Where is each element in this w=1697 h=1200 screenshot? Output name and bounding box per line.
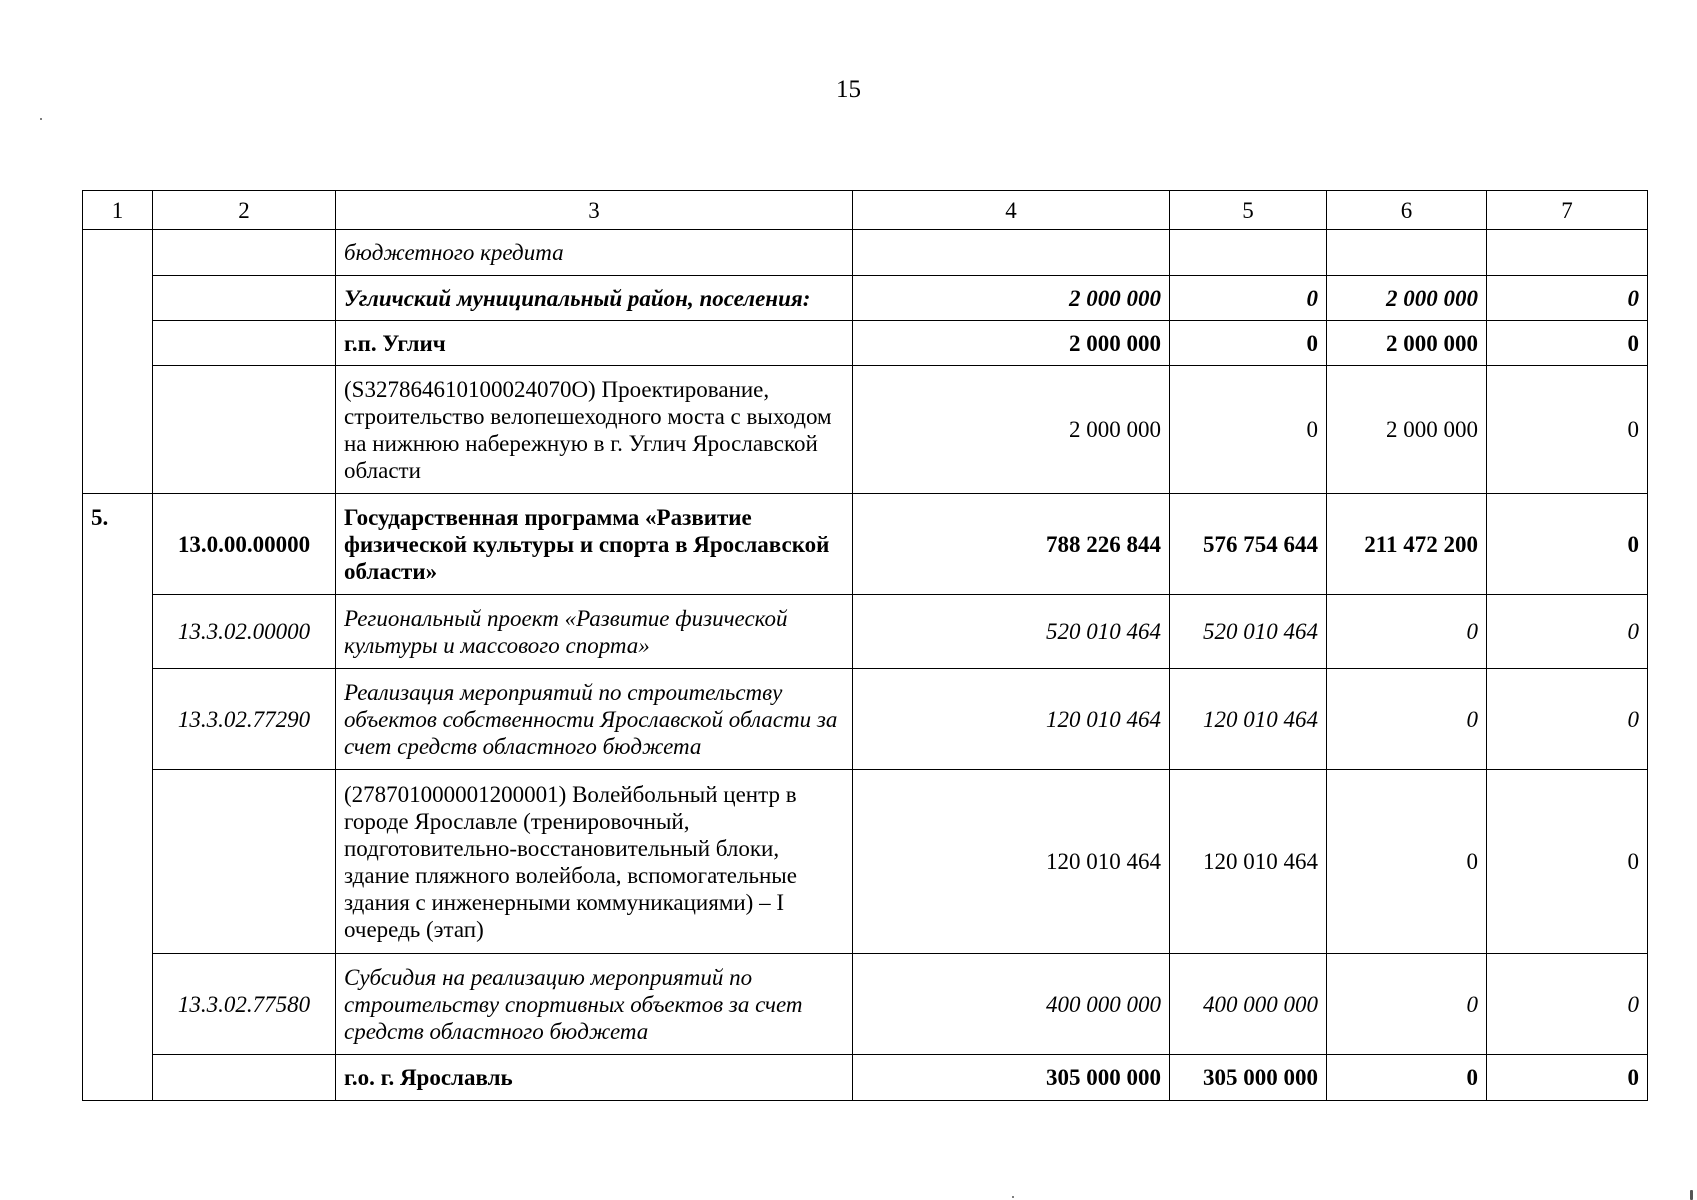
row-name: Реализация мероприятий по строительству объектов собственности Ярославской области за счет средств областного бюджета bbox=[336, 669, 853, 770]
row-col7 bbox=[1487, 230, 1648, 276]
row-col5: 520 010 464 bbox=[1170, 595, 1327, 669]
row-name: Региональный проект «Развитие физической культуры и массового спорта» bbox=[336, 595, 853, 669]
scan-speck bbox=[40, 118, 42, 120]
column-header: 5 bbox=[1170, 191, 1327, 230]
row-name: г.п. Углич bbox=[336, 321, 853, 366]
row-code: 13.0.00.00000 bbox=[153, 494, 336, 595]
row-col6: 0 bbox=[1327, 595, 1487, 669]
row-col5: 0 bbox=[1170, 321, 1327, 366]
row-col6: 2 000 000 bbox=[1327, 276, 1487, 321]
table-row bbox=[83, 366, 1648, 494]
row-col4: 120 010 464 bbox=[853, 770, 1170, 954]
row-col4: 120 010 464 bbox=[853, 669, 1170, 770]
row-col7: 0 bbox=[1487, 276, 1648, 321]
row-col4: 788 226 844 bbox=[853, 494, 1170, 595]
row-col6: 0 bbox=[1327, 770, 1487, 954]
row-col4: 2 000 000 bbox=[853, 321, 1170, 366]
row-col7: 0 bbox=[1487, 770, 1648, 954]
row-col7: 0 bbox=[1487, 366, 1648, 494]
table-row bbox=[83, 494, 1648, 595]
row-number-cell: 5. bbox=[83, 494, 153, 1101]
column-header: 2 bbox=[153, 191, 336, 230]
row-code bbox=[153, 230, 336, 276]
row-name: (S327864610100024070О) Проектирование, строительство велопешеходного моста с выходом на нижнюю набережную в г. Углич Ярославской области bbox=[336, 366, 853, 494]
scan-speck bbox=[1690, 1190, 1693, 1200]
row-col5: 0 bbox=[1170, 366, 1327, 494]
row-name: Государственная программа «Развитие физической культуры и спорта в Ярославской области» bbox=[336, 494, 853, 595]
table-header-row bbox=[83, 191, 1648, 230]
row-col7: 0 bbox=[1487, 954, 1648, 1055]
row-code: 13.3.02.00000 bbox=[153, 595, 336, 669]
row-col7: 0 bbox=[1487, 494, 1648, 595]
row-col4: 305 000 000 bbox=[853, 1055, 1170, 1101]
column-header: 6 bbox=[1327, 191, 1487, 230]
row-col7: 0 bbox=[1487, 321, 1648, 366]
row-col6: 2 000 000 bbox=[1327, 321, 1487, 366]
table-row bbox=[83, 669, 1648, 770]
row-name: г.о. г. Ярославль bbox=[336, 1055, 853, 1101]
table-row bbox=[83, 276, 1648, 321]
row-col7: 0 bbox=[1487, 669, 1648, 770]
row-name: Угличский муниципальный район, поселения: bbox=[336, 276, 853, 321]
row-code bbox=[153, 321, 336, 366]
table-row bbox=[83, 1055, 1648, 1101]
row-col5 bbox=[1170, 230, 1327, 276]
row-col6: 0 bbox=[1327, 669, 1487, 770]
row-col5: 305 000 000 bbox=[1170, 1055, 1327, 1101]
row-code: 13.3.02.77580 bbox=[153, 954, 336, 1055]
row-col5: 120 010 464 bbox=[1170, 770, 1327, 954]
row-code bbox=[153, 1055, 336, 1101]
table-row bbox=[83, 770, 1648, 954]
row-code bbox=[153, 276, 336, 321]
row-col5: 400 000 000 bbox=[1170, 954, 1327, 1055]
row-col5: 576 754 644 bbox=[1170, 494, 1327, 595]
row-col6: 0 bbox=[1327, 954, 1487, 1055]
row-code: 13.3.02.77290 bbox=[153, 669, 336, 770]
row-col4 bbox=[853, 230, 1170, 276]
budget-table bbox=[82, 190, 1648, 1101]
row-name: Субсидия на реализацию мероприятий по строительству спортивных объектов за счет средств областного бюджета bbox=[336, 954, 853, 1055]
row-number-cell bbox=[83, 230, 153, 494]
row-col7: 0 bbox=[1487, 595, 1648, 669]
row-col4: 400 000 000 bbox=[853, 954, 1170, 1055]
row-name: (278701000001200001) Волейбольный центр в городе Ярославле (тренировочный, подготовительно-восстановительный блоки, здание пляжного волейбола, вспомогательные здания с инженерными коммуникациями) – I очередь (этап) bbox=[336, 770, 853, 954]
row-col7: 0 bbox=[1487, 1055, 1648, 1101]
table-row bbox=[83, 954, 1648, 1055]
row-name: бюджетного кредита bbox=[336, 230, 853, 276]
row-col6 bbox=[1327, 230, 1487, 276]
column-header: 4 bbox=[853, 191, 1170, 230]
scan-speck bbox=[1012, 1196, 1014, 1198]
row-col6: 2 000 000 bbox=[1327, 366, 1487, 494]
row-col4: 2 000 000 bbox=[853, 276, 1170, 321]
table-row bbox=[83, 321, 1648, 366]
row-col5: 0 bbox=[1170, 276, 1327, 321]
column-header: 3 bbox=[336, 191, 853, 230]
row-code bbox=[153, 366, 336, 494]
row-col4: 520 010 464 bbox=[853, 595, 1170, 669]
page-number: 15 bbox=[836, 76, 861, 103]
row-col4: 2 000 000 bbox=[853, 366, 1170, 494]
table-row bbox=[83, 230, 1648, 276]
row-col6: 211 472 200 bbox=[1327, 494, 1487, 595]
row-col6: 0 bbox=[1327, 1055, 1487, 1101]
row-col5: 120 010 464 bbox=[1170, 669, 1327, 770]
column-header: 7 bbox=[1487, 191, 1648, 230]
column-header: 1 bbox=[83, 191, 153, 230]
row-code bbox=[153, 770, 336, 954]
table-row bbox=[83, 595, 1648, 669]
